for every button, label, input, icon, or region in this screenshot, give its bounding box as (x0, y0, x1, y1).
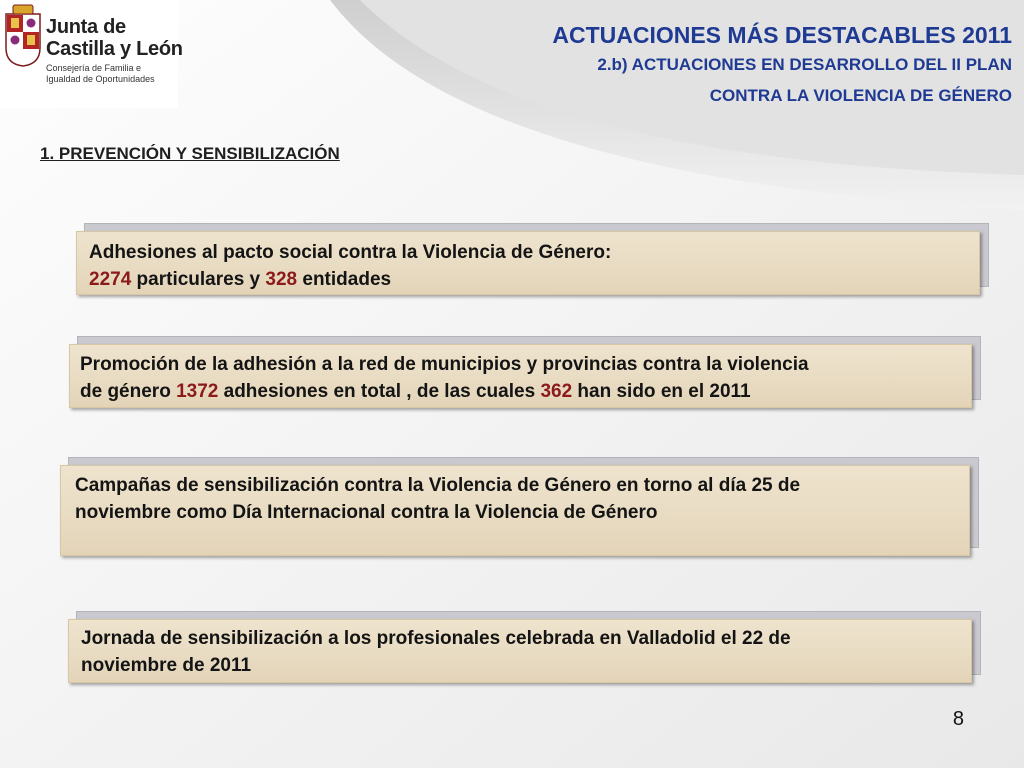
slide-title: ACTUACIONES MÁS DESTACABLES 2011 (552, 22, 1012, 48)
card-line: noviembre como Día Internacional contra la Violencia de Género (75, 502, 658, 523)
card-line: Jornada de sensibilización a los profesionales celebrada en Valladolid el 22 de (81, 628, 791, 649)
card-red-municipios (69, 344, 972, 408)
stat-adhesiones-total: 1372 (176, 381, 219, 402)
card-line: Adhesiones al pacto social contra la Violencia de Género: (89, 242, 612, 263)
slide-subtitle-line2: CONTRA LA VIOLENCIA DE GÉNERO (709, 86, 1012, 105)
coat-of-arms-icon (4, 4, 42, 68)
logo-title-line1: Junta de (46, 16, 126, 38)
card-adhesiones (76, 231, 980, 295)
card-campanas (60, 465, 970, 556)
logo-title-line2: Castilla y León (46, 38, 183, 60)
slide-subtitle-line1: 2.b) ACTUACIONES EN DESARROLLO DEL II PLAN (597, 55, 1012, 74)
logo-subtitle-line1: Consejería de Familia e (46, 63, 142, 73)
stat-entidades: 328 (265, 269, 298, 290)
page-number: 8 (952, 708, 964, 730)
card-line: Promoción de la adhesión a la red de municipios y provincias contra la violencia (80, 354, 809, 375)
card-line: de género 1372 adhesiones en total , de las cuales 362 han sido en el 2011 (80, 381, 751, 402)
card-jornada (68, 619, 972, 683)
card-line: 2274 particulares y 328 entidades (89, 269, 392, 290)
stat-particulares: 2274 (89, 269, 132, 290)
card-line: noviembre de 2011 (81, 655, 252, 676)
card-line: Campañas de sensibilización contra la Violencia de Género en torno al día 25 de (75, 475, 801, 496)
section-heading: 1. PREVENCIÓN Y SENSIBILIZACIÓN (40, 144, 340, 163)
junta-logo (4, 4, 183, 104)
stat-adhesiones-2011: 362 (540, 381, 573, 402)
logo-subtitle-line2: Igualdad de Oportunidades (46, 74, 155, 84)
